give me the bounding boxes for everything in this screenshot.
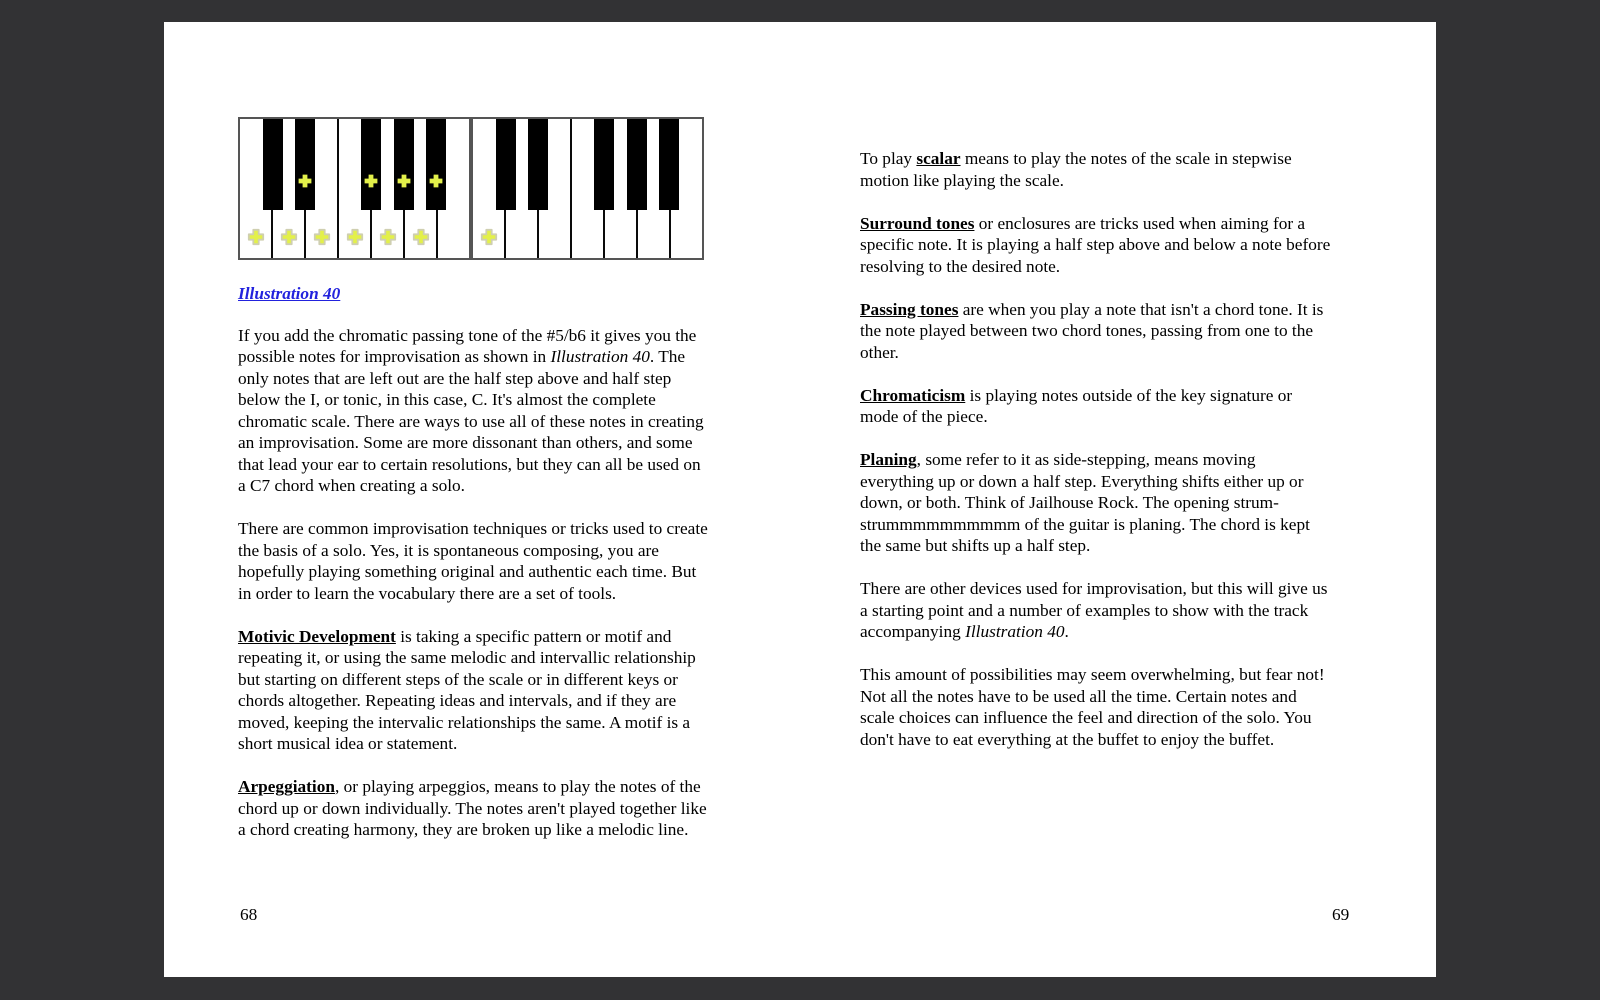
para-motivic-development <box>238 626 710 755</box>
para-surround-tones <box>860 213 1332 278</box>
keyboard-octave-1 <box>238 117 471 260</box>
body-text: or enclosures are tricks used when aiming for a specific note. It is playing a half step above and below a note before resolving to the desired note. <box>860 213 1331 276</box>
body-text: . The only notes that are left out are the half step above and half step below the I, or tonic, in this case, C. It's almost the complete chromatic scale. There are ways to use all of these notes in creating an improvisation. Some are more dissonant than others, and some that lead your ear to certain resolutions, but they can all be used on a C7 chord when creating a solo. <box>238 347 704 495</box>
note-marker-icon <box>480 228 498 246</box>
illustration-40-link[interactable]: Illustration 40 <box>238 284 341 303</box>
keyboard-octave-2 <box>471 117 704 260</box>
page-number-right: 69 <box>1332 905 1350 924</box>
body-text: means to play the notes of the scale in stepwise motion like playing the scale. <box>860 149 1292 190</box>
note-marker-icon <box>379 228 397 246</box>
note-marker-icon <box>428 173 444 189</box>
note-marker-icon <box>297 173 313 189</box>
para-scalar <box>860 148 1332 191</box>
para-planing <box>860 449 1332 557</box>
term-planing: Planing <box>860 450 917 469</box>
black-key-fsharp-2 <box>594 119 614 210</box>
body-text: This amount of possibilities may seem overwhelming, but fear not! Not all the notes have to be used all the time. Certain notes and scale choices can influence the feel and direction of the solo. You don't have to eat everything at the buffet to enjoy the buffet. <box>860 665 1325 749</box>
black-key-asharp-1 <box>426 119 446 210</box>
left-page-column <box>238 117 710 862</box>
note-marker-icon <box>396 173 412 189</box>
term-arpeggiation: Arpeggiation <box>238 777 335 796</box>
black-key-dsharp-2 <box>528 119 548 210</box>
note-marker-icon <box>363 173 379 189</box>
note-marker-icon <box>247 228 265 246</box>
term-passing-tones: Passing tones <box>860 299 959 319</box>
note-marker-icon <box>313 228 331 246</box>
para-common-techniques <box>238 518 710 604</box>
note-marker-icon <box>346 228 364 246</box>
black-key-asharp-2 <box>659 119 679 210</box>
term-surround-tones: Surround tones <box>860 213 975 233</box>
body-text: , some refer to it as side-stepping, means moving everything up or down a half step. Everything shifts either up or down, or both. Think of Jailhouse Rock. The opening strum-strummmmmmmmmm of the guitar is planing. The chord is kept the same but shifts up a half step. <box>860 450 1310 555</box>
black-key-fsharp-1 <box>361 119 381 210</box>
body-text: There are other devices used for improvisation, but this will give us a starting point and a number of examples to show with the track accompanying <box>860 579 1328 641</box>
body-text: If you add the chromatic passing tone of the #5/b6 it gives you the possible notes for improvisation as shown in <box>238 325 697 366</box>
para-other-devices <box>860 578 1332 643</box>
piano-keyboard-illustration <box>238 117 704 260</box>
body-text: There are common improvisation techniques or tricks used to create the basis of a solo. Yes, it is spontaneous composing, you are hopefully playing something original and authentic each time. But in order to learn the vocabulary there are a set of tools. <box>238 519 708 603</box>
illustration-caption <box>238 283 710 305</box>
black-key-csharp-1 <box>263 119 283 210</box>
term-motivic-development: Motivic Development <box>238 626 396 646</box>
body-text: . <box>1064 622 1069 641</box>
black-key-gsharp-2 <box>627 119 647 210</box>
para-passing-tones <box>860 299 1332 364</box>
note-marker-icon <box>412 228 430 246</box>
term-scalar: scalar <box>916 149 961 168</box>
page-number-left: 68 <box>240 905 258 924</box>
book-page-spread <box>164 22 1436 977</box>
para-chromaticism <box>860 385 1332 428</box>
black-key-gsharp-1 <box>394 119 414 210</box>
illustration-40-reference: Illustration 40 <box>550 347 650 366</box>
body-text: is playing notes outside of the key signature or mode of the piece. <box>860 385 1293 426</box>
para-arpeggiation <box>238 776 710 841</box>
term-chromaticism: Chromaticism <box>860 385 966 405</box>
black-key-dsharp-1 <box>295 119 315 210</box>
body-text: are when you play a note that isn't a chord tone. It is the note played between two chord tones, passing from one to the other. <box>860 299 1324 362</box>
illustration-40-reference: Illustration 40 <box>965 622 1065 641</box>
note-marker-icon <box>280 228 298 246</box>
body-text: To play <box>860 149 917 168</box>
para-possibilities <box>860 664 1332 750</box>
black-key-csharp-2 <box>496 119 516 210</box>
body-text: , or playing arpeggios, means to play the notes of the chord up or down individually. The notes aren't played together like a chord creating harmony, they are broken up like a melodic line. <box>238 777 707 839</box>
para-chromatic-passing-tone <box>238 325 710 497</box>
right-page-column <box>860 148 1332 772</box>
body-text: is taking a specific pattern or motif and repeating it, or using the same melodic and intervallic relationship but starting on different steps of the scale or in different keys or chords altogether. Repeating ideas and intervals, and if they are moved, keeping the intervalic relationships the same. A motif is a short musical idea or statement. <box>238 626 696 753</box>
